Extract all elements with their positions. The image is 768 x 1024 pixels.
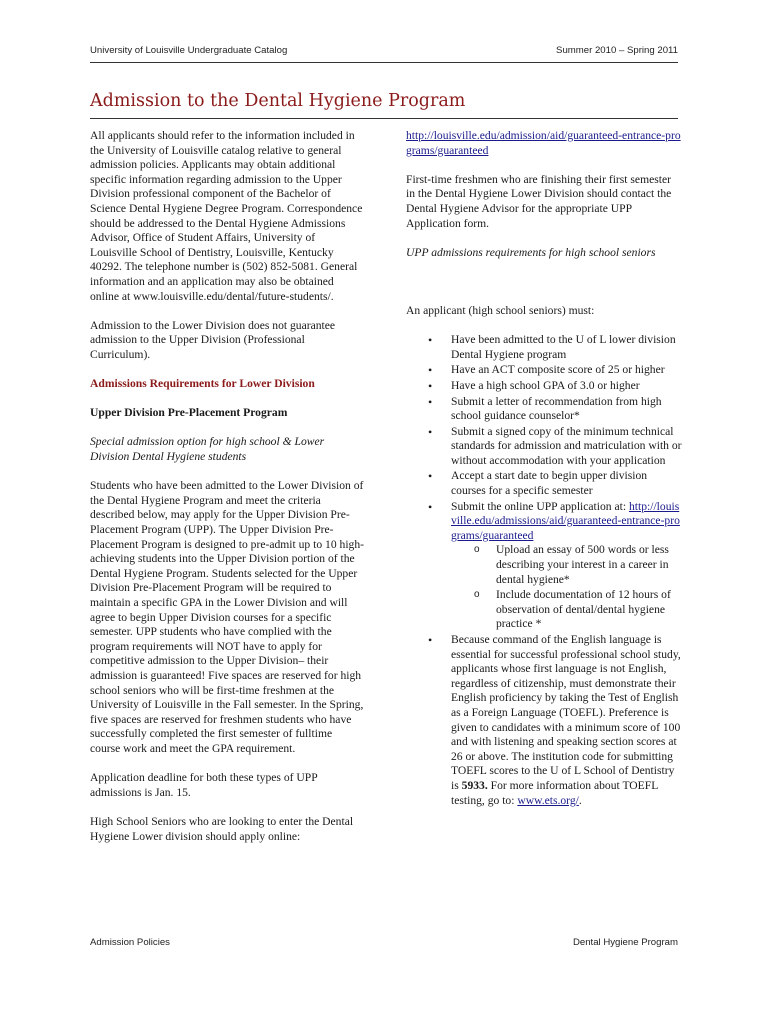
sub-list-item: o Upload an essay of 500 words or less describing your interest in a career in dental hygiene* [496, 543, 682, 587]
page-footer [90, 937, 678, 948]
ets-link[interactable]: www.ets.org/ [517, 793, 579, 807]
english-text: Because command of the English language is essential for successful professional school study, applicants whose first language is not English, regardless of citizenship, must demonstrate their English proficiency by taking the Test of English as a Foreign Language (TOEFL). Preference is given to candidates with a minimum score of 100 and with listening and speaking section scores at 26 or above. The institution code for submitting TOEFL scores to the U of L School of Dentistry is [451, 633, 681, 792]
deadline-paragraph: Application deadline for both these types of UPP admissions is Jan. 15. [90, 771, 318, 799]
header-catalog-name: University of Louisville Undergraduate Catalog [90, 45, 288, 56]
special-option-subheading: Special admission option for high school & Lower Division Dental Hygiene students [90, 435, 325, 464]
right-column [406, 129, 682, 809]
footer-program: Dental Hygiene Program [572, 937, 678, 948]
page-title: Admission to the Dental Hygiene Program [90, 91, 466, 111]
requirements-heading: Admissions Requirements for Lower Division [90, 377, 315, 391]
online-application-link[interactable]: http://louisville.edu/admissions/aid/guaranteed-entrance-programs/guaranteed [451, 499, 680, 542]
title-divider [90, 118, 678, 119]
list-item-online-application [451, 500, 682, 632]
page-header [90, 45, 678, 56]
list-item: • Submit a signed copy of the minimum technical standards for admission and matriculation with or without accommodation with your application [451, 425, 682, 469]
list-item: • Submit a letter of recommendation from high school guidance counselor* [451, 395, 682, 424]
upp-heading: Upper Division Pre-Placement Program [90, 406, 288, 420]
upp-description: Students who have been admitted to the Lower Division of the Dental Hygiene Program and meet the criteria described below, may apply for the Upper Division Pre-Placement Program (UPP). The Upper Division Pre-Placement Program is designed to pre-admit up to 10 high-achieving students into the Upper Division portion of the Dental Hygiene Program. Students selected for the Upper Division Pre-Placement Program will be required to maintain a specific GPA in the Lower Division and will agree to begin Upper Division courses for a specific semester. UPP students who have complied with the program requirements will NOT have to apply for competitive admission to the Upper Division– their admission is guaranteed! Five spaces are reserved for high school seniors who will be first-time freshmen at the University of Louisville in the Fall semester. In the Spring, five spaces are reserved for freshmen students who have successfully completed the first semester of fulltime course work and meet the GPA requirement. [90, 479, 365, 755]
english-text-more: For more information about TOEFL testing, go to: [451, 778, 658, 807]
list-item-english-proficiency [451, 633, 682, 808]
list-item: • Have been admitted to the U of L lower division Dental Hygiene program [451, 333, 682, 362]
toefl-code: 5933. [461, 778, 488, 792]
footer-section: Admission Policies [90, 937, 170, 948]
header-term: Summer 2010 – Spring 2011 [556, 45, 678, 56]
ets-period: . [578, 793, 582, 807]
hs-seniors-paragraph: High School Seniors who are looking to enter the Dental Hygiene Lower division should apply online: [90, 814, 354, 843]
guaranteed-entrance-link[interactable]: http://louisville.edu/admission/aid/guaranteed-entrance-programs/guaranteed [406, 129, 681, 157]
online-application-text: Submit the online UPP application at: [451, 499, 627, 513]
freshmen-paragraph: First-time freshmen who are finishing their first semester in the Dental Hygiene Lower Division should contact the Dental Hygiene Advisor for the appropriate UPP Application form. [406, 172, 672, 230]
applicant-must: An applicant (high school seniors) must: [406, 303, 595, 317]
list-item: • Accept a start date to begin upper division courses for a specific semester [451, 469, 682, 498]
header-divider [90, 62, 678, 63]
requirements-list [406, 333, 682, 808]
spacer [406, 275, 682, 304]
online-application-sublist [451, 543, 682, 632]
intro-paragraph: All applicants should refer to the information included in the University of Louisville catalog relative to general admission policies. Applicants may obtain additional specific information regarding admission to the Upper Division professional component of the Bachelor of Science Dental Hygiene Degree Program. Correspondence should be addressed to the Dental Hygiene Admissions Advisor, Office of Student Affairs, University of Louisville School of Dentistry, Louisville, Kentucky 40292. The telephone number is (502) 852-5081. General information and an application may also be obtained online at www.louisville.edu/dental/future-students/. [90, 129, 363, 303]
list-item: • Have a high school GPA of 3.0 or higher [451, 379, 682, 394]
upp-hs-heading: UPP admissions requirements for high school seniors [406, 245, 656, 259]
lower-division-note: Admission to the Lower Division does not guarantee admission to the Upper Division (Professional Curriculum). [90, 318, 336, 361]
sub-list-item: o Include documentation of 12 hours of observation of dental/dental hygiene practice * [496, 588, 682, 632]
list-item: • Have an ACT composite score of 25 or higher [451, 363, 682, 378]
left-column [90, 129, 365, 859]
